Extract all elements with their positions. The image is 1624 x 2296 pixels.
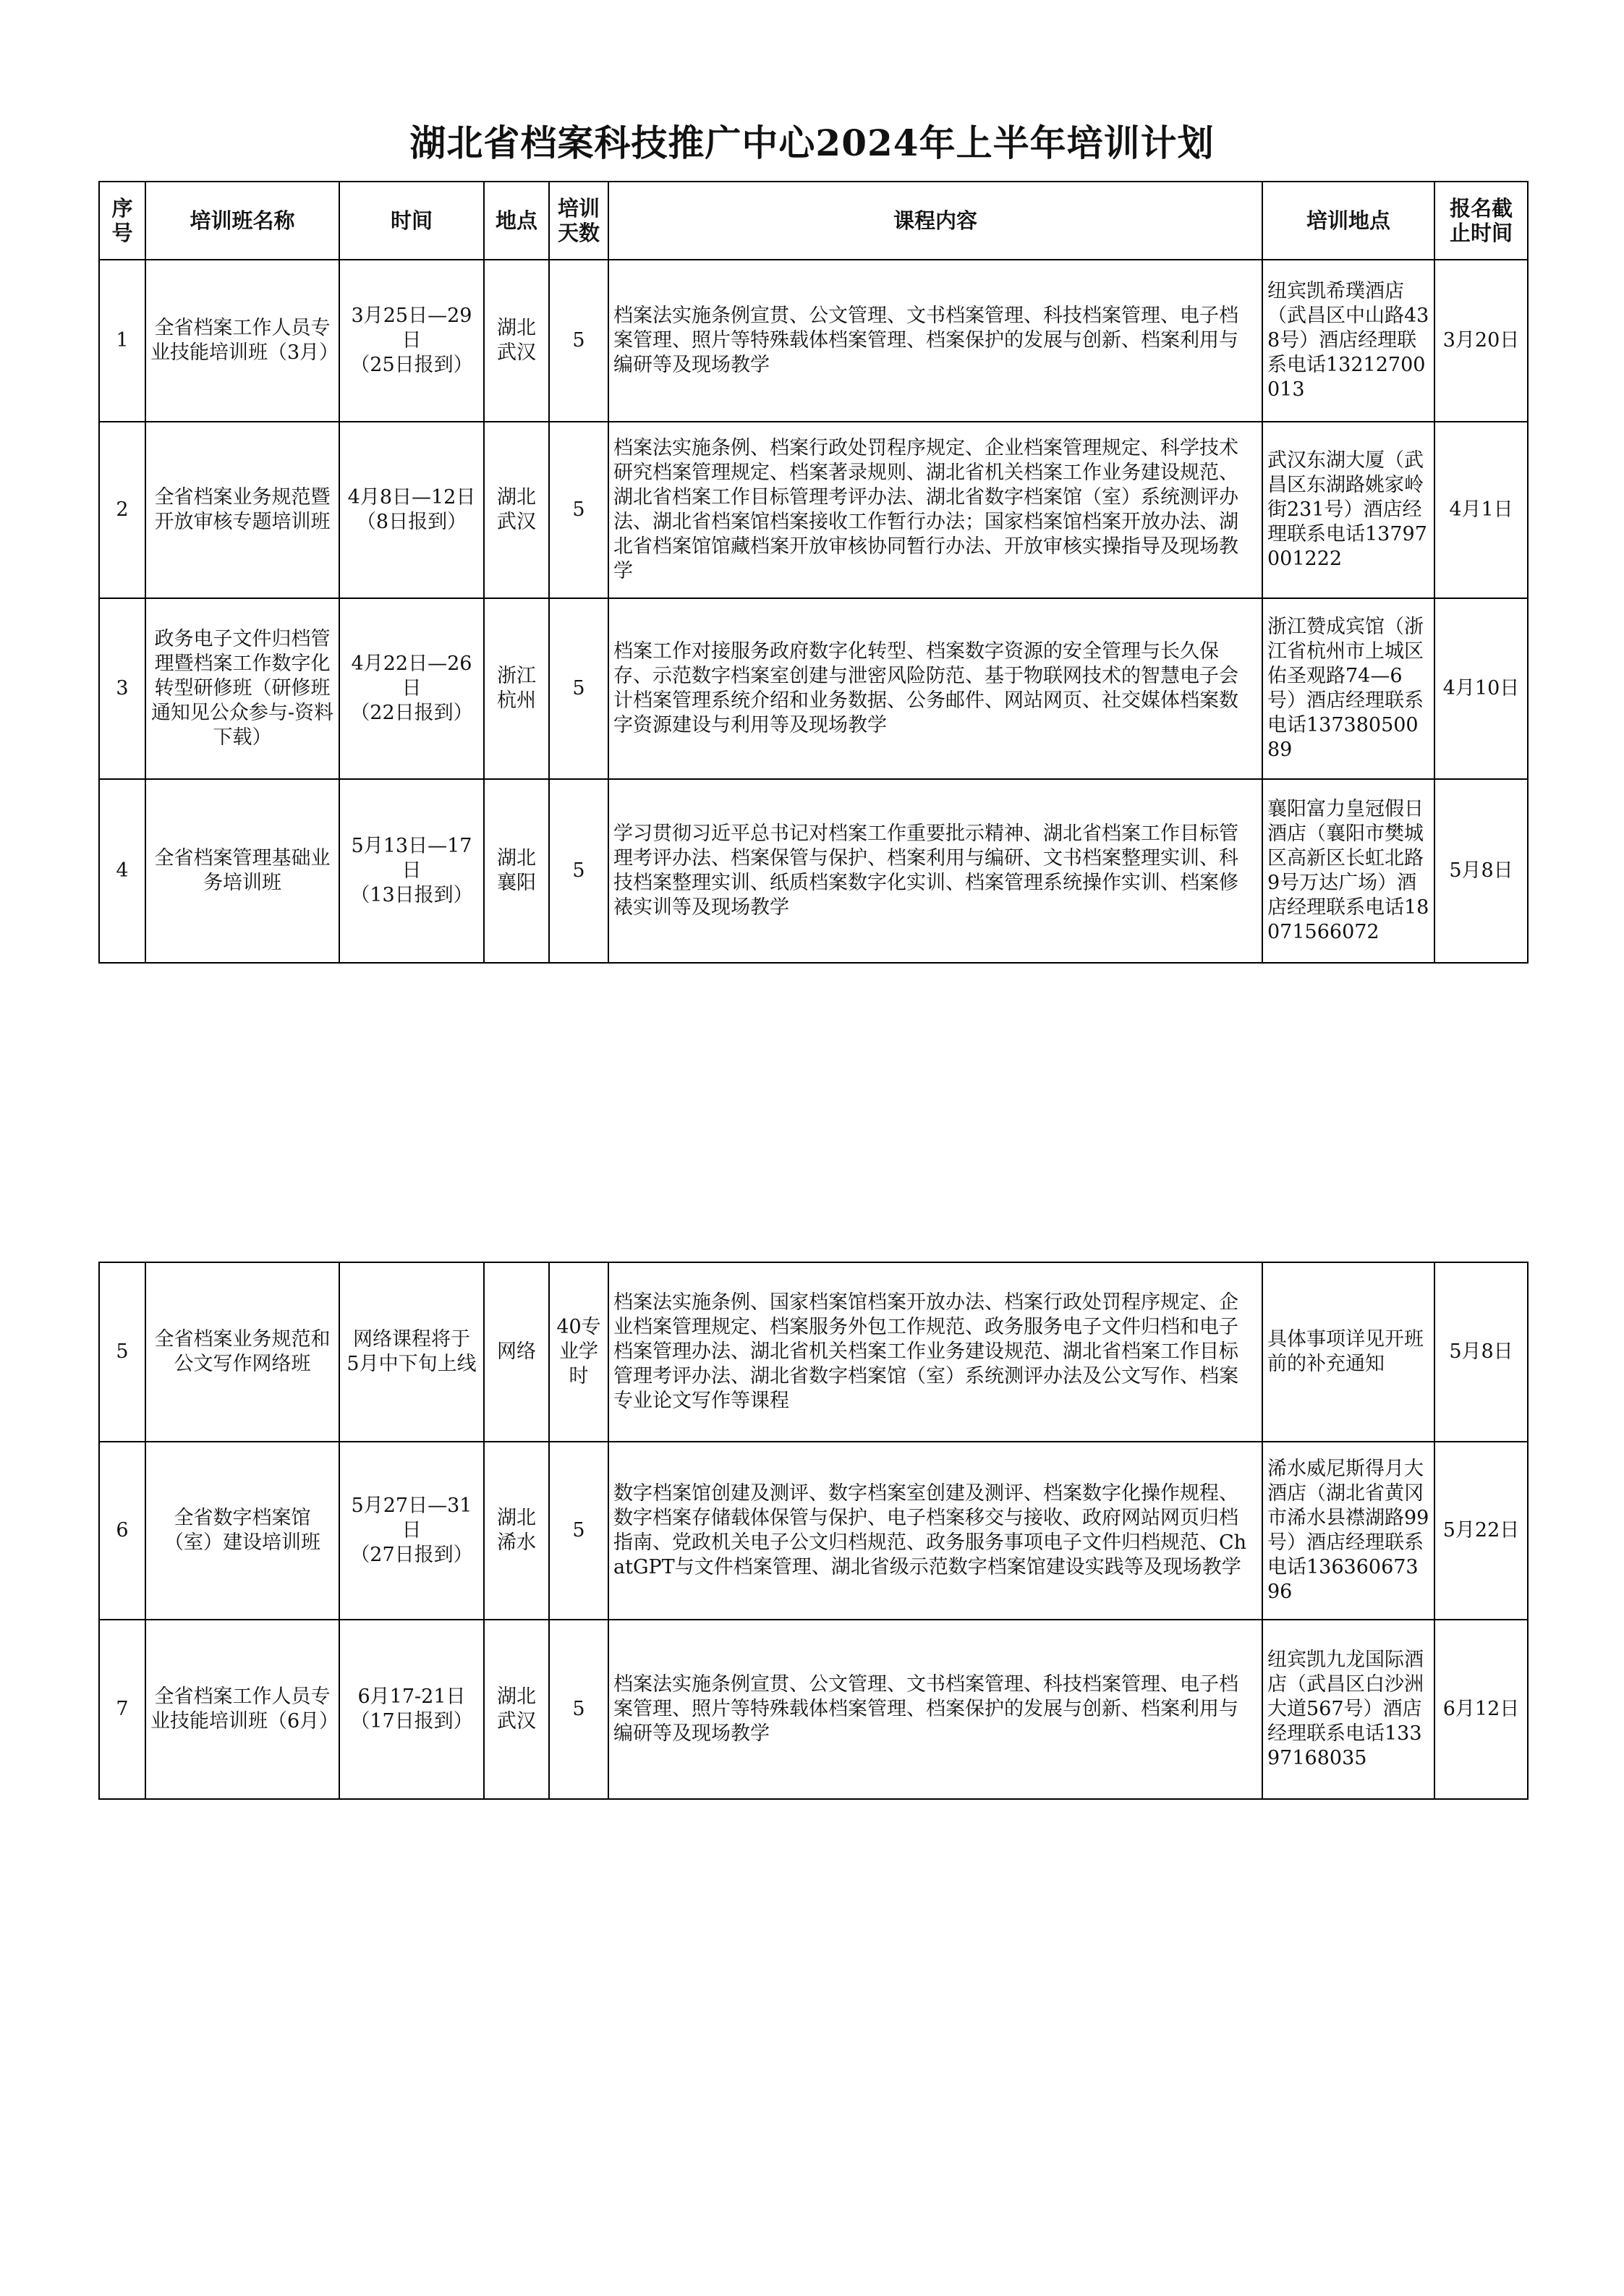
table-row: [99, 779, 1528, 963]
row-time: [339, 1442, 484, 1620]
header-deadline: 报名截止时间: [1434, 182, 1528, 260]
row-time-dates: 5月27日—31日: [351, 1494, 472, 1542]
row-venue: 浙江赞成宾馆（浙江省杭州市上城区佑圣观路74—6号）酒店经理联系电话13738050089: [1262, 598, 1434, 779]
header-days: 培训天数: [549, 182, 608, 260]
row-name: 全省档案业务规范和公文写作网络班: [145, 1262, 339, 1442]
header-name: 培训班名称: [145, 182, 339, 260]
row-days: 5: [549, 598, 608, 779]
row-venue: 浠水威尼斯得月大酒店（湖北省黄冈市浠水县襟湖路99号）酒店经理联系电话13636067396: [1262, 1442, 1434, 1620]
row-deadline: 5月8日: [1434, 779, 1528, 963]
table-row: [99, 1620, 1528, 1799]
row-index: 7: [99, 1620, 145, 1799]
row-time-dates: 网络课程将于: [353, 1328, 470, 1351]
row-course: 档案法实施条例、国家档案馆档案开放办法、档案行政处罚程序规定、企业档案管理规定、档案服务外包工作规范、政务服务电子文件归档和电子档案管理办法、湖北省机关档案工作业务建设规范、湖北省档案工作目标管理考评办法、湖北省数字档案馆（室）系统测评办法及公文写作、档案专业论文写作等课程: [608, 1262, 1262, 1442]
row-time: [339, 598, 484, 779]
row-course: 档案法实施条例宣贯、公文管理、文书档案管理、科技档案管理、电子档案管理、照片等特殊载体档案管理、档案保护的发展与创新、档案利用与编研等及现场教学: [608, 1620, 1262, 1799]
row-days: 5: [549, 1442, 608, 1620]
row-place: 湖北武汉: [484, 1620, 549, 1799]
row-deadline: 5月8日: [1434, 1262, 1528, 1442]
training-plan-table-part2: [98, 1262, 1529, 1800]
row-name: 全省档案工作人员专业技能培训班（3月）: [145, 260, 339, 422]
row-deadline: 5月22日: [1434, 1442, 1528, 1620]
row-time-checkin: （17日报到）: [350, 1710, 473, 1732]
row-days: 5: [549, 779, 608, 963]
row-venue: 纽宾凯希璞酒店（武昌区中山路438号）酒店经理联系电话13212700013: [1262, 260, 1434, 422]
row-place: 湖北武汉: [484, 260, 549, 422]
table-row: [99, 1442, 1528, 1620]
table-row: [99, 260, 1528, 422]
row-time-checkin: （22日报到）: [350, 702, 473, 724]
table-header-row: [99, 182, 1528, 260]
row-time-checkin: （25日报到）: [350, 354, 473, 376]
table-row: [99, 422, 1528, 598]
row-place: 湖北襄阳: [484, 779, 549, 963]
row-time-checkin: 5月中下旬上线: [347, 1353, 477, 1375]
row-place: 湖北武汉: [484, 422, 549, 598]
row-time: [339, 422, 484, 598]
row-time-dates: 6月17-21日: [357, 1685, 466, 1708]
header-place: 地点: [484, 182, 549, 260]
row-time: [339, 260, 484, 422]
row-index: 4: [99, 779, 145, 963]
row-time: [339, 1262, 484, 1442]
header-index: 序号: [99, 182, 145, 260]
table-row: [99, 598, 1528, 779]
training-plan-table-part1: [98, 181, 1529, 964]
row-time-checkin: （8日报到）: [356, 511, 467, 533]
row-days: 40专业学时: [549, 1262, 608, 1442]
row-name: 全省数字档案馆（室）建设培训班: [145, 1442, 339, 1620]
row-place: 网络: [484, 1262, 549, 1442]
row-time-checkin: （27日报到）: [350, 1544, 473, 1566]
row-time: [339, 779, 484, 963]
row-name: 全省档案工作人员专业技能培训班（6月）: [145, 1620, 339, 1799]
row-venue: 襄阳富力皇冠假日酒店（襄阳市樊城区高新区长虹北路9号万达广场）酒店经理联系电话18071566072: [1262, 779, 1434, 963]
header-course: 课程内容: [608, 182, 1262, 260]
row-venue: 纽宾凯九龙国际酒店（武昌区白沙洲大道567号）酒店经理联系电话13397168035: [1262, 1620, 1434, 1799]
row-time-dates: 4月8日—12日: [347, 486, 476, 509]
header-venue: 培训地点: [1262, 182, 1434, 260]
table-row: [99, 1262, 1528, 1442]
row-course: 档案法实施条例宣贯、公文管理、文书档案管理、科技档案管理、电子档案管理、照片等特殊载体档案管理、档案保护的发展与创新、档案利用与编研等及现场教学: [608, 260, 1262, 422]
row-course: 数字档案馆创建及测评、数字档案室创建及测评、档案数字化操作规程、数字档案存储载体保管与保护、电子档案移交与接收、政府网站网页归档指南、党政机关电子公文归档规范、政务服务事项电子文件归档规范、ChatGPT与文件档案管理、湖北省级示范数字档案馆建设实践等及现场教学: [608, 1442, 1262, 1620]
row-deadline: 4月1日: [1434, 422, 1528, 598]
row-time-dates: 4月22日—26日: [351, 652, 472, 700]
row-course: 档案法实施条例、档案行政处罚程序规定、企业档案管理规定、科学技术研究档案管理规定、档案著录规则、湖北省机关档案工作业务建设规范、湖北省档案工作目标管理考评办法、湖北省数字档案馆（室）系统测评办法、湖北省档案馆档案接收工作暂行办法；国家档案馆档案开放办法、湖北省档案馆馆藏档案开放审核协同暂行办法、开放审核实操指导及现场教学: [608, 422, 1262, 598]
row-days: 5: [549, 1620, 608, 1799]
row-deadline: 6月12日: [1434, 1620, 1528, 1799]
row-name: 政务电子文件归档管理暨档案工作数字化转型研修班（研修班通知见公众参与-资料下载）: [145, 598, 339, 779]
row-place: 浙江杭州: [484, 598, 549, 779]
row-index: 5: [99, 1262, 145, 1442]
row-time-checkin: （13日报到）: [350, 884, 473, 906]
row-time-dates: 5月13日—17日: [351, 835, 472, 882]
row-time-dates: 3月25日—29日: [351, 305, 472, 352]
row-time: [339, 1620, 484, 1799]
row-index: 2: [99, 422, 145, 598]
header-time: 时间: [339, 182, 484, 260]
row-deadline: 3月20日: [1434, 260, 1528, 422]
row-course: 学习贯彻习近平总书记对档案工作重要批示精神、湖北省档案工作目标管理考评办法、档案保管与保护、档案利用与编研、文书档案整理实训、科技档案整理实训、纸质档案数字化实训、档案管理系统操作实训、档案修裱实训等及现场教学: [608, 779, 1262, 963]
row-venue: 武汉东湖大厦（武昌区东湖路姚家岭街231号）酒店经理联系电话13797001222: [1262, 422, 1434, 598]
row-venue: 具体事项详见开班前的补充通知: [1262, 1262, 1434, 1442]
row-days: 5: [549, 260, 608, 422]
document-title: 湖北省档案科技推广中心2024年上半年培训计划: [409, 122, 1215, 164]
row-index: 6: [99, 1442, 145, 1620]
row-index: 3: [99, 598, 145, 779]
row-name: 全省档案业务规范暨开放审核专题培训班: [145, 422, 339, 598]
row-place: 湖北浠水: [484, 1442, 549, 1620]
row-days: 5: [549, 422, 608, 598]
row-index: 1: [99, 260, 145, 422]
row-course: 档案工作对接服务政府数字化转型、档案数字资源的安全管理与长久保存、示范数字档案室创建与泄密风险防范、基于物联网技术的智慧电子会计档案管理系统介绍和业务数据、公务邮件、网站网页、社交媒体档案数字资源建设与利用等及现场教学: [608, 598, 1262, 779]
row-name: 全省档案管理基础业务培训班: [145, 779, 339, 963]
row-deadline: 4月10日: [1434, 598, 1528, 779]
